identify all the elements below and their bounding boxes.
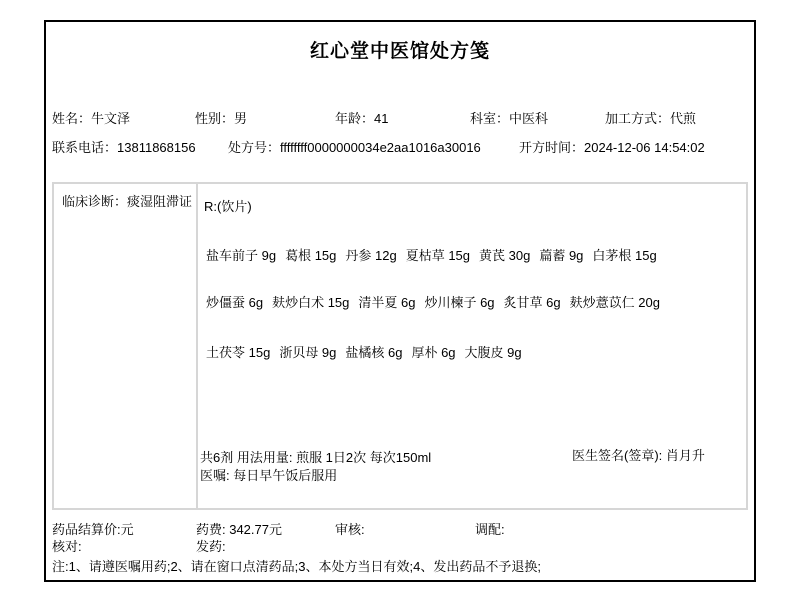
footer-note: 注:1、请遵医嘱用药;2、请在窗口点清药品;3、本处方当日有效;4、发出药品不予退换; (52, 559, 541, 574)
phone-label: 联系电话： (52, 140, 118, 155)
phone-field (52, 137, 196, 156)
herb-item: 麸炒薏苡仁 20g (569, 295, 660, 310)
patient-age-value: 41 (374, 111, 389, 126)
rx-time-label: 开方时间： (519, 140, 585, 155)
herb-line (206, 245, 666, 264)
herb-item: 麸炒白术 15g (272, 295, 350, 310)
check-field: 核对: (52, 539, 82, 554)
patient-age-field (335, 108, 388, 127)
herb-item: 炙甘草 6g (503, 295, 561, 310)
herb-item: 清半夏 6g (358, 295, 416, 310)
herb-item: 浙贝母 9g (279, 345, 337, 360)
patient-name-value: 牛文泽 (91, 111, 131, 126)
diagnosis-value: 痰湿阻滞证 (127, 194, 193, 209)
herb-item: 盐橘核 6g (345, 345, 403, 360)
doctor-instruction: 医嘱: 每日早午饭后服用 (200, 468, 338, 483)
rx-time-field (519, 137, 705, 156)
herb-item: 丹参 12g (345, 248, 397, 263)
patient-gender-value: 男 (234, 111, 248, 126)
department-field (470, 108, 548, 127)
rx-number-label: 处方号： (228, 140, 281, 155)
review-field: 审核: (335, 522, 365, 537)
clinical-diagnosis (54, 184, 198, 508)
patient-name-field (52, 108, 130, 127)
diagnosis-label: 临床诊断： (62, 194, 128, 209)
rx-header: R:(饮片) (204, 199, 252, 214)
herb-item: 盐车前子 9g (206, 248, 277, 263)
herb-item: 炒僵蚕 6g (206, 295, 264, 310)
rx-number-field (228, 137, 481, 156)
herb-item: 萹蓄 9g (539, 248, 584, 263)
department-label: 科室： (470, 111, 510, 126)
herb-item: 炒川楝子 6g (424, 295, 495, 310)
patient-gender-label: 性别： (195, 111, 235, 126)
herb-item: 葛根 15g (285, 248, 337, 263)
rx-number-value: ffffffff0000000034e2aa1016a30016 (280, 140, 481, 155)
herb-item: 黄芪 30g (479, 248, 531, 263)
settle-price-field: 药品结算价:元 (52, 522, 134, 537)
prescription-box (52, 182, 748, 510)
dosage-line: 共6剂 用法用量: 煎服 1日2次 每次150ml (200, 450, 432, 465)
patient-name-label: 姓名： (52, 111, 92, 126)
herb-item: 大腹皮 9g (464, 345, 522, 360)
processing-method-value: 代煎 (670, 111, 697, 126)
prepare-field: 调配: (475, 522, 505, 537)
page-title: 红心堂中医馆处方笺 (309, 41, 490, 62)
doctor-signature: 医生签名(签章): 肖月升 (572, 448, 705, 463)
processing-method-field (605, 108, 696, 127)
herb-item: 夏枯草 15g (405, 248, 471, 263)
herb-line (206, 292, 669, 311)
herb-line (206, 342, 531, 361)
processing-method-label: 加工方式： (605, 111, 671, 126)
phone-value: 13811868156 (117, 140, 196, 155)
patient-age-label: 年龄： (335, 111, 375, 126)
rx-time-value: 2024-12-06 14:54:02 (584, 140, 705, 155)
department-value: 中医科 (509, 111, 549, 126)
patient-gender-field (195, 108, 247, 127)
medicine-fee-field: 药费: 342.77元 (196, 522, 282, 537)
herb-item: 土茯苓 15g (206, 345, 271, 360)
herb-item: 厚朴 6g (411, 345, 456, 360)
herb-item: 白茅根 15g (592, 248, 657, 263)
dispense-field: 发药: (196, 539, 226, 554)
